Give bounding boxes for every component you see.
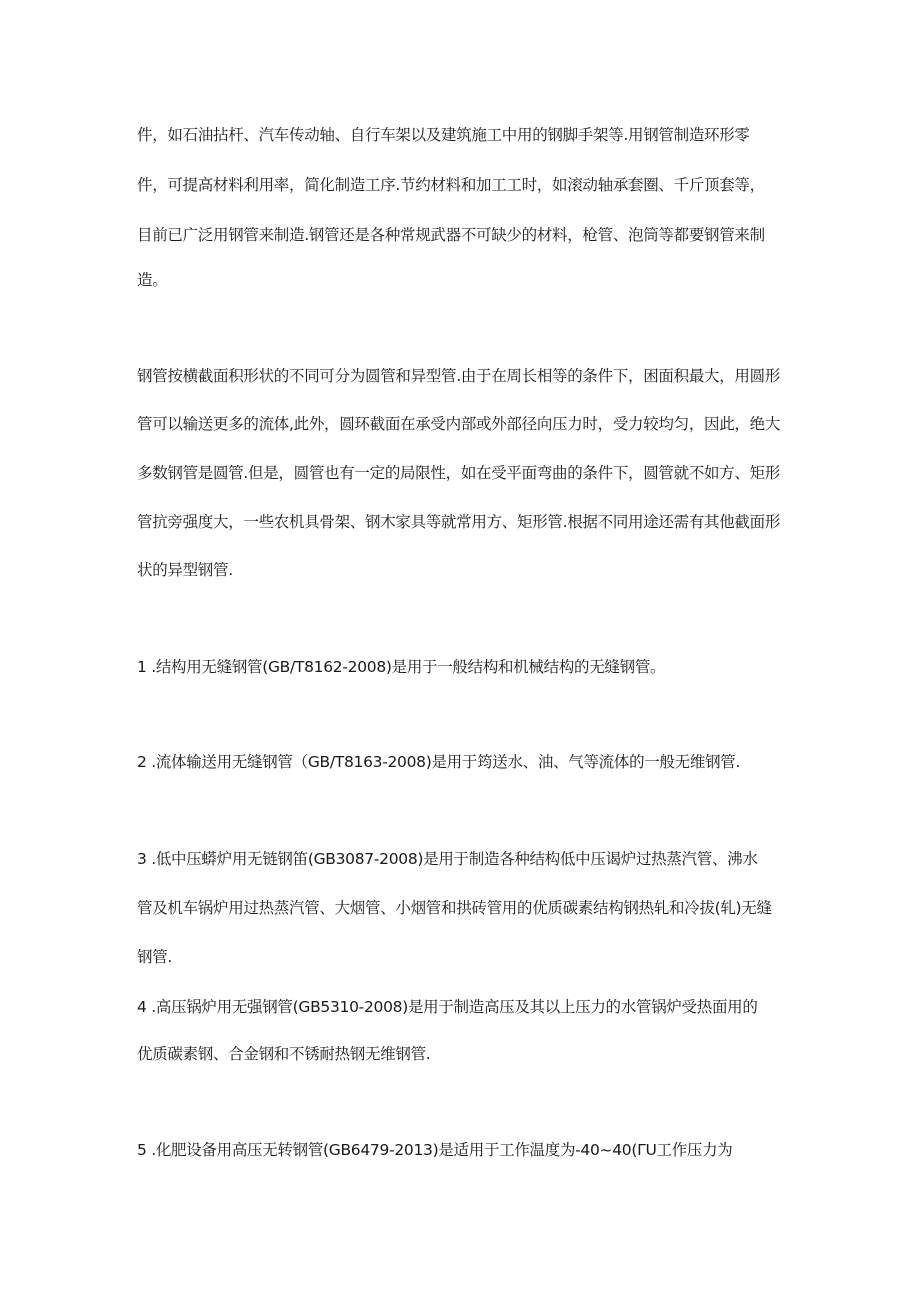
list-item-line: 钢管. [137, 948, 173, 966]
list-item-line: 优质碳素钢、合金钢和不锈耐热钢无维钢管. [137, 1045, 431, 1063]
paragraph-line: 件，可提高材料利用率，简化制造工序.节约材料和加工工时，如滚动轴承套圈、千斤顶套等， [137, 176, 765, 194]
paragraph-line: 状的异型钢管. [137, 561, 233, 579]
list-item-line: 管及机车锅炉用过热蒸汽管、大烟管、小烟管和拱砖管用的优质碳素结构钢热轧和冷拔(轧)无缝 [137, 899, 772, 917]
paragraph-line: 多数钢管是圆管.但是，圆管也有一定的局限性，如在受平面弯曲的条件下，圆管就不如方、矩形 [137, 464, 781, 482]
paragraph-line: 钢管按横截面积形状的不同可分为圆管和异型管.由于在周长相等的条件下，困面积最大，用圆形 [137, 367, 781, 385]
paragraph-line: 管可以输送更多的流体,此外，圆环截面在承受内部或外部径向压力时，受力较均匀，因此，绝大 [137, 415, 781, 433]
paragraph-line: 目前已广泛用钢管来制造.钢管还是各种常规武器不可缺少的材料，枪管、泡筒等都要钢管来制 [137, 226, 765, 244]
list-item-line: 3 .低中压蟒炉用无链钢笛(GB3087-2008)是用于制造各种结构低中压谒炉过热蒸汽管、沸水 [137, 850, 758, 868]
list-item-line: 4 .高压锅炉用无强钢管(GB5310-2008)是用于制造高压及其以上压力的水管锅炉受热面用的 [137, 998, 758, 1016]
list-item-line: 5 .化肥设备用高压无转钢管(GB6479-2013)是适用于工作温度为-40~40(ΓU工作压力为 [137, 1141, 733, 1159]
paragraph-line: 件，如石油拈杆、汽车传动轴、自行车架以及建筑施工中用的钢脚手架等.用钢管制造环形零 [137, 126, 750, 144]
list-item-line: 2 .流体输送用无缝钢管（GB/T8163-2008)是用于筠送水、油、气等流体的一般无维钢管. [137, 753, 741, 771]
paragraph-line: 管抗旁强度大，一些农机具骨架、钢木家具等就常用方、矩形管.根据不同用途还需有其他截面形 [137, 513, 781, 531]
list-item-line: 1 .结构用无缝钢管(GB/T8162-2008)是用于一般结构和机械结构的无缝钢管。 [137, 658, 666, 676]
paragraph-line: 造。 [137, 271, 168, 289]
